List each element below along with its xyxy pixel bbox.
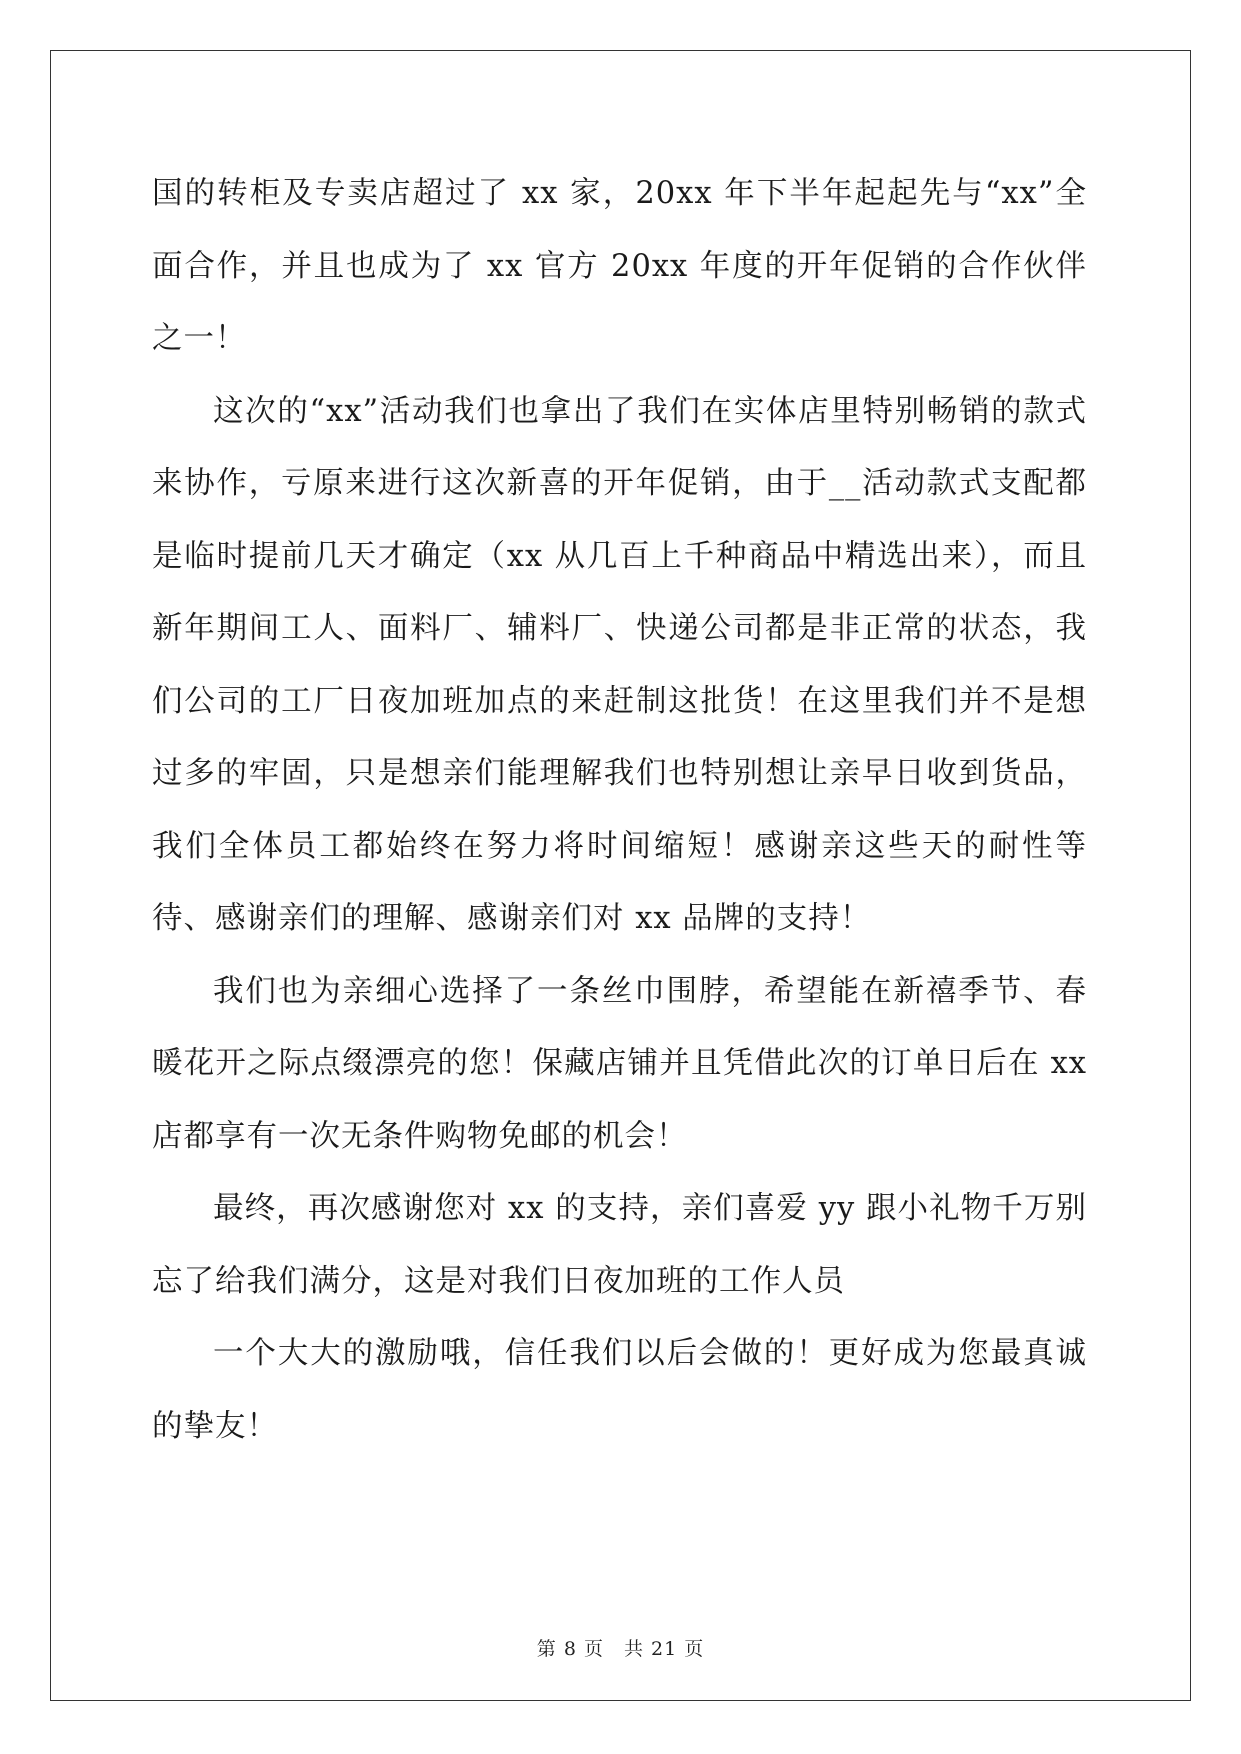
page-footer: [0, 1634, 1241, 1661]
paragraph-2: 这次的“xx”活动我们也拿出了我们在实体店里特别畅销的款式来协作，亏原来进行这次新喜的开年促销，由于__活动款式支配都是临时提前几天才确定（xx 从几百上千种商品中精选出来），而且新年期间工人、面料厂、辅料厂、快递公司都是非正常的状态，我们公司的工厂日夜加班加点的来赶制这批货！在这里我们并不是想过多的牢固，只是想亲们能理解我们也特别想让亲早日收到货品，我们全体员工都始终在努力将时间缩短！感谢亲这些天的耐性等待、感谢亲们的理解、感谢亲们对 xx 品牌的支持！: [152, 393, 1087, 936]
paragraph-1: 国的转柜及专卖店超过了 xx 家，20xx 年下半年起起先与“xx”全面合作，并且也成为了 xx 官方 20xx 年度的开年促销的合作伙伴之一！: [152, 176, 1087, 356]
paragraph-5: 一个大大的激励哦，信任我们以后会做的！更好成为您最真诚的挚友！: [152, 1336, 1087, 1444]
paragraph-3: 我们也为亲细心选择了一条丝巾围脖，希望能在新禧季节、春暖花开之际点缀漂亮的您！保藏店铺并且凭借此次的订单日后在 xx 店都享有一次无条件购物免邮的机会！: [152, 973, 1087, 1154]
page-number: 第 8 页: [536, 1638, 604, 1660]
document-body: [152, 158, 1087, 1463]
page-total: 共 21 页: [623, 1638, 705, 1660]
paragraph-4: 最终，再次感谢您对 xx 的支持，亲们喜爱 yy 跟小礼物千万别忘了给我们满分，这是对我们日夜加班的工作人员: [152, 1191, 1087, 1299]
